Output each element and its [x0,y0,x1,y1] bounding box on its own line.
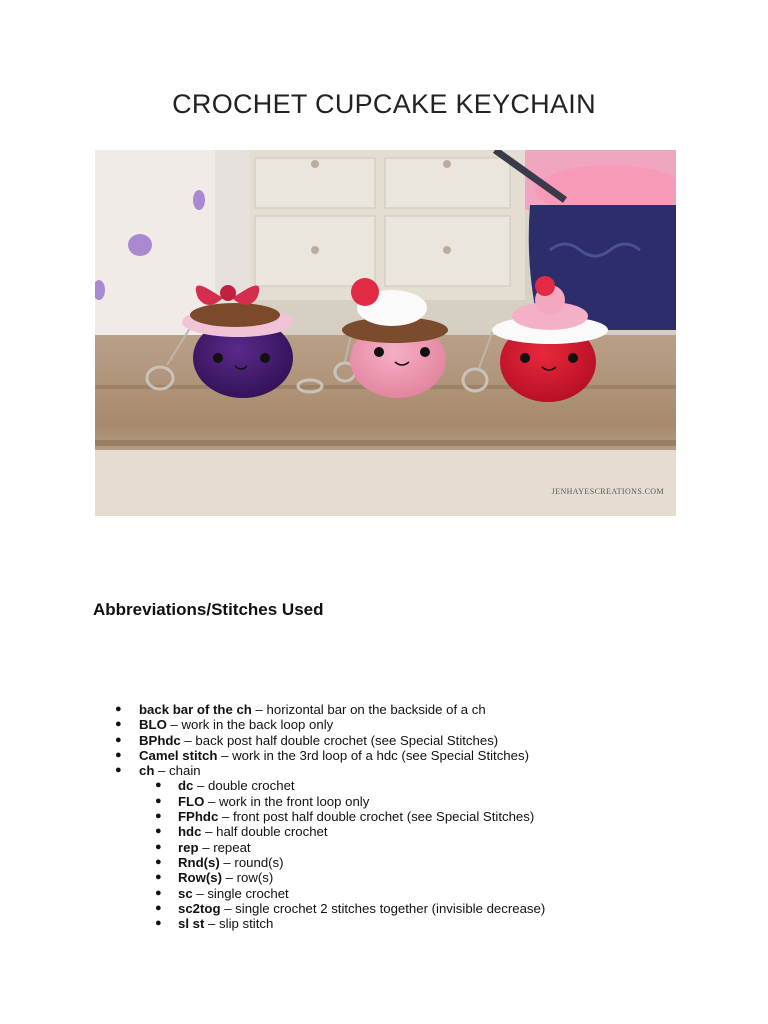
list-item [0,824,768,839]
cupcake-keychain-photo [95,150,676,516]
abbreviation-description: – back post half double crochet (see Special Stitches) [180,732,499,748]
abbreviation-description: – work in the 3rd loop of a hdc (see Special Stitches) [217,747,529,763]
list-item [0,763,768,778]
list-item [0,870,768,885]
list-item [0,702,768,717]
bullet-icon: ● [155,886,162,899]
abbreviation-description: – slip stitch [204,916,274,932]
list-item [0,748,768,763]
list-item [0,778,768,793]
abbreviation-term: rep [178,839,199,855]
bullet-icon: ● [115,703,122,715]
abbreviation-term: dc [178,778,194,794]
bullet-icon: ● [155,855,162,868]
abbreviation-term: FPhdc [178,809,219,825]
abbreviation-description: – round(s) [219,854,284,870]
section-heading: Abbreviations/Stitches Used [93,600,324,619]
page-title: CROCHET CUPCAKE KEYCHAIN [172,89,596,119]
abbreviation-term: Row(s) [178,870,222,886]
abbreviation-term: FLO [178,793,205,809]
abbreviation-term: Rnd(s) [178,854,220,870]
list-item [0,855,768,870]
abbreviation-term: hdc [178,824,202,840]
abbreviation-description: – single crochet [192,885,289,901]
abbreviation-description: – work in the back loop only [166,717,334,733]
list-item [0,794,768,809]
bullet-icon: ● [155,810,162,823]
abbreviation-description: – repeat [198,839,251,855]
abbreviation-description: – single crochet 2 stitches together (invisible decrease) [220,900,546,916]
bullet-icon: ● [155,917,162,930]
abbreviation-description: – front post half double crochet (see Special Stitches) [218,809,535,825]
bullet-icon: ● [115,748,122,761]
list-item [0,886,768,901]
abbreviation-term: sc [178,885,193,901]
abbreviation-description: – double crochet [193,778,295,794]
list-item [0,840,768,855]
bullet-icon: ● [155,779,162,792]
bullet-icon: ● [155,871,162,884]
abbreviation-description: – work in the front loop only [204,793,370,809]
abbreviation-term: sl st [178,916,205,932]
abbreviation-term: BLO [139,717,167,733]
abbreviation-term: BPhdc [139,732,181,748]
abbreviation-term: back bar of the ch [139,702,252,717]
list-item [0,733,768,748]
bullet-icon: ● [115,764,122,777]
bullet-icon: ● [115,718,122,731]
bullet-icon: ● [155,825,162,838]
list-item [0,809,768,824]
list-item [0,901,768,916]
abbreviation-term: ch [139,763,155,779]
abbreviation-term: sc2tog [178,900,221,916]
bullet-icon: ● [155,794,162,807]
bullet-icon: ● [115,733,122,746]
list-item [0,717,768,732]
abbreviation-description: – chain [154,763,201,779]
abbreviation-description: – half double crochet [201,824,328,840]
bullet-icon: ● [155,840,162,853]
bullet-icon: ● [155,901,162,914]
abbreviation-term: Camel stitch [139,747,218,763]
abbreviation-description: – row(s) [221,870,274,886]
abbreviations-list [0,702,768,931]
photo-watermark: JENHAYESCREATIONS.COM [551,487,664,496]
abbreviation-description: – horizontal bar on the backside of a ch [251,702,486,717]
list-item [0,916,768,931]
